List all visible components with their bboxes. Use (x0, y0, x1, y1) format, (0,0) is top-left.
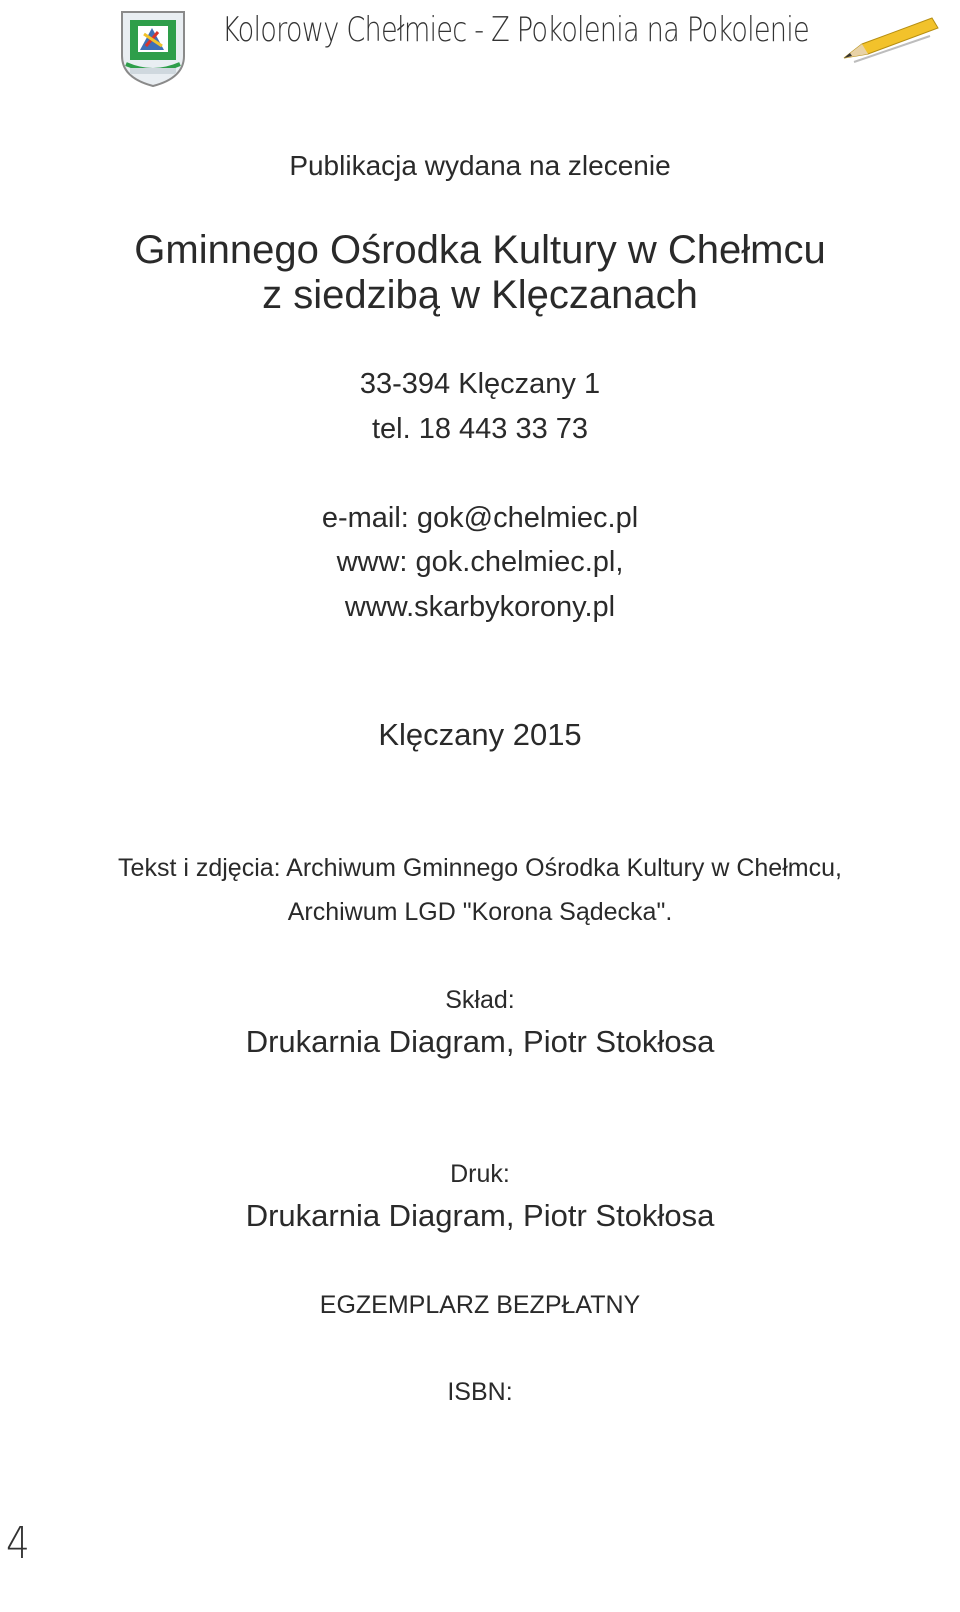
place-year-text: Klęczany 2015 (378, 717, 582, 752)
municipality-crest-icon (116, 6, 190, 88)
page-number: 4 (6, 1518, 30, 1569)
pencil-icon (840, 14, 940, 66)
typesetting-label: Skład: (445, 986, 515, 1014)
credits-line2: Archiwum LGD "Korona Sądecka". (287, 898, 673, 926)
website-text-1: www: gok.chelmiec.pl, (336, 546, 624, 578)
credits-line1: Tekst i zdjęcia: Archiwum Gminnego Ośrodka Kultury w Chełmcu, (118, 854, 842, 882)
email-text: e-mail: gok@chelmiec.pl (321, 502, 639, 534)
phone-text: tel. 18 443 33 73 (371, 413, 589, 445)
typesetting-value: Drukarnia Diagram, Piotr Stokłosa (245, 1024, 715, 1059)
address-text: 33-394 Klęczany 1 (359, 368, 601, 400)
commissioned-by-text: Publikacja wydana na zlecenie (289, 150, 671, 181)
institution-name-line1: Gminnego Ośrodka Kultury w Chełmcu (134, 228, 826, 272)
isbn-text: ISBN: (447, 1378, 513, 1406)
institution-name-line2: z siedzibą w Klęczanach (262, 273, 698, 317)
header-title: Kolorowy Chełmiec - Z Pokolenia na Pokolenie (222, 10, 809, 50)
print-value: Drukarnia Diagram, Piotr Stokłosa (245, 1198, 715, 1233)
website-text-2: www.skarbykorony.pl (344, 591, 616, 623)
print-label: Druk: (450, 1160, 510, 1188)
free-copy-text: EGZEMPLARZ BEZPŁATNY (319, 1291, 641, 1319)
